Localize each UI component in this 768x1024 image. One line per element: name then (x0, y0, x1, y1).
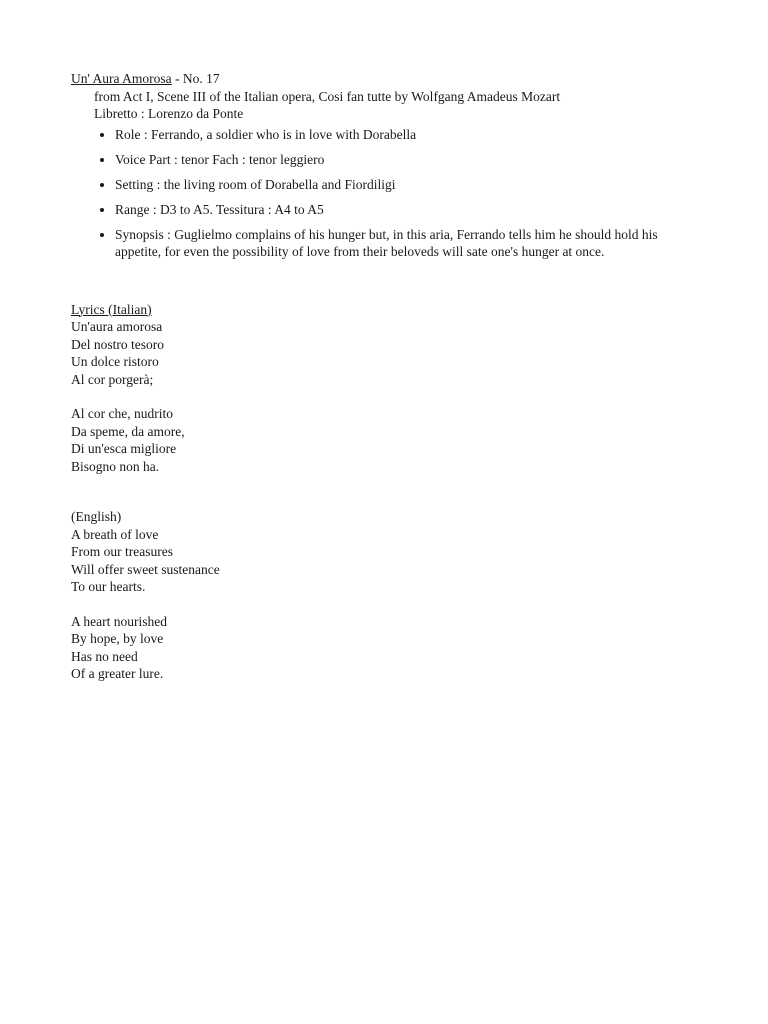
aria-title: Un' Aura Amorosa (71, 71, 172, 86)
english-lyrics-heading: (English) (71, 509, 122, 524)
english-line: Of a greater lure. (71, 666, 164, 681)
italian-line: Da speme, da amore, (71, 423, 185, 439)
italian-line: Un'aura amorosa (71, 319, 163, 334)
english-line: By hope, by love (71, 631, 164, 646)
libretto-line: Libretto : Lorenzo da Ponte (94, 106, 244, 121)
details-list (71, 126, 691, 261)
detail-synopsis: • Synopsis : Guglielmo complains of his hunger but, in this aria, Ferrando tells him he should hold his appetite, for even the possibility of love from their beloveds will sate one's hunger at once. (115, 226, 691, 261)
italian-line: Bisogno non ha. (71, 458, 160, 474)
italian-line: Del nostro tesoro (71, 336, 164, 352)
english-line: From our treasures (71, 544, 173, 559)
english-line: A breath of love (71, 526, 159, 542)
english-line: To our hearts. (71, 579, 146, 594)
document-page (71, 70, 691, 683)
detail-voice-part: • Voice Part : tenor Fach : tenor leggiero (115, 151, 691, 169)
title-line (71, 70, 691, 88)
detail-range: • Range : D3 to A5. Tessitura : A4 to A5 (115, 201, 691, 219)
italian-lyrics-heading: Lyrics (Italian) (71, 301, 152, 317)
aria-number: - No. 17 (171, 71, 220, 86)
english-line: Will offer sweet sustenance (71, 561, 220, 577)
detail-setting: • Setting : the living room of Dorabella and Fiordiligi (115, 176, 691, 194)
source-line: from Act I, Scene III of the Italian opera, Cosi fan tutte by Wolfgang Amadeus Mozart (94, 88, 561, 104)
english-line: Has no need (71, 648, 138, 664)
english-line: A heart nourished (71, 613, 167, 629)
italian-line: Un dolce ristoro (71, 354, 159, 369)
italian-line: Al cor porgerà; (71, 371, 154, 387)
italian-line: Al cor che, nudrito (71, 406, 173, 421)
detail-role: • Role : Ferrando, a soldier who is in love with Dorabella (115, 126, 691, 144)
italian-line: Di un'esca migliore (71, 441, 177, 456)
